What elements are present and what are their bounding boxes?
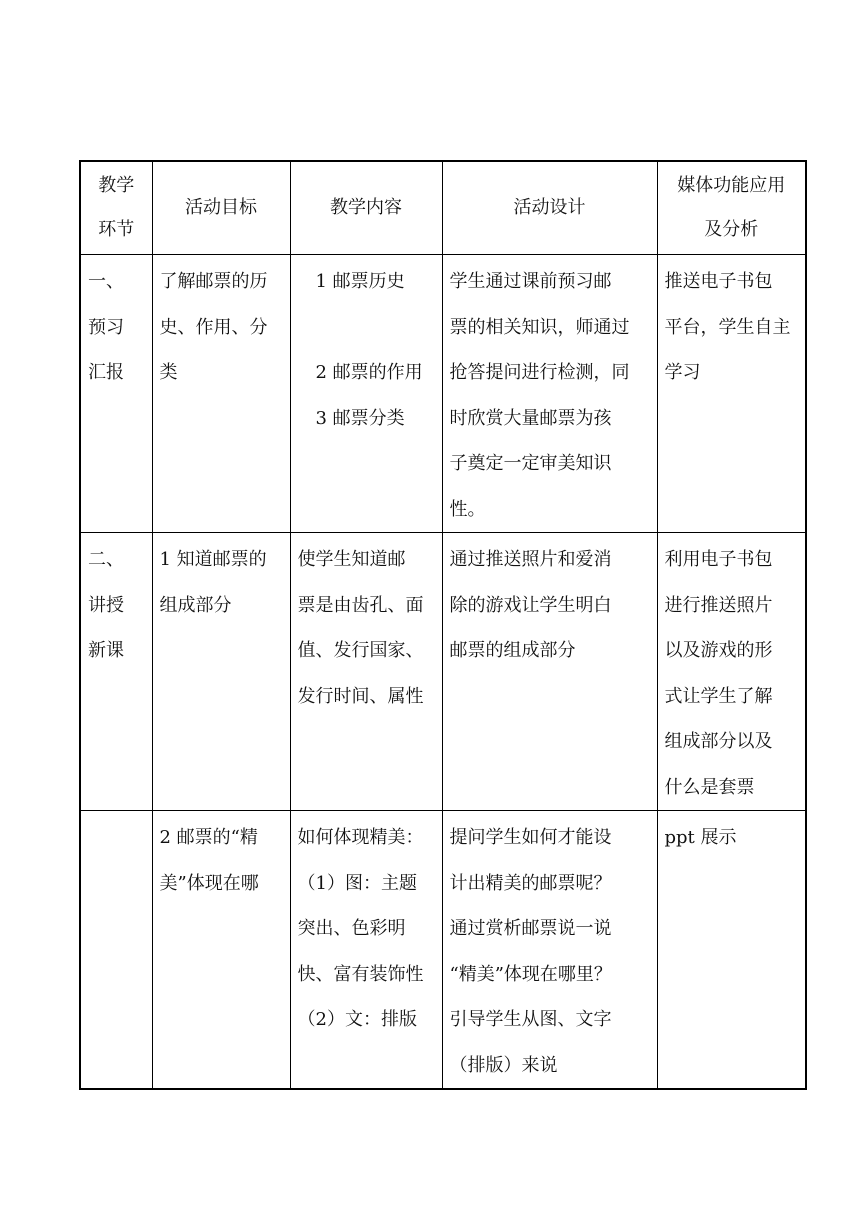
cell-content: 如何体现精美： （1）图：主题 突出、色彩明 快、富有装饰性 （2）文：排版 — [290, 811, 442, 1090]
header-design: 活动设计 — [442, 161, 657, 255]
cell-goal: 2 邮票的“精 美”体现在哪 — [152, 811, 290, 1090]
cell-media: 利用电子书包 进行推送照片 以及游戏的形 式让学生了解 组成部分以及 什么是套票 — [657, 533, 806, 811]
header-content: 教学内容 — [290, 161, 442, 255]
table-row — [80, 811, 806, 1090]
cell-media: ppt 展示 — [657, 811, 806, 1090]
table-header-row — [80, 161, 806, 255]
cell-design: 学生通过课前预习邮 票的相关知识，师通过 抢答提问进行检测，同 时欣赏大量邮票为孩 子奠定一定审美知识 性。 — [442, 255, 657, 533]
cell-stage — [80, 811, 152, 1090]
header-stage: 教学 环节 — [80, 161, 152, 255]
cell-stage: 二、 讲授 新课 — [80, 533, 152, 811]
table-row — [80, 533, 806, 811]
cell-content: 1 邮票历史 2 邮票的作用 3 邮票分类 — [290, 255, 442, 533]
cell-media: 推送电子书包 平台，学生自主 学习 — [657, 255, 806, 533]
cell-goal: 1 知道邮票的 组成部分 — [152, 533, 290, 811]
table-row — [80, 255, 806, 533]
header-goal: 活动目标 — [152, 161, 290, 255]
header-media: 媒体功能应用 及分析 — [657, 161, 806, 255]
lesson-plan-table — [79, 160, 807, 1090]
cell-design: 提问学生如何才能设 计出精美的邮票呢？ 通过赏析邮票说一说 “精美”体现在哪里？ 引导学生从图、文字 （排版）来说 — [442, 811, 657, 1090]
cell-goal: 了解邮票的历 史、作用、分 类 — [152, 255, 290, 533]
cell-stage: 一、 预习 汇报 — [80, 255, 152, 533]
cell-design: 通过推送照片和爱消 除的游戏让学生明白 邮票的组成部分 — [442, 533, 657, 811]
cell-content: 使学生知道邮 票是由齿孔、面 值、发行国家、 发行时间、属性 — [290, 533, 442, 811]
